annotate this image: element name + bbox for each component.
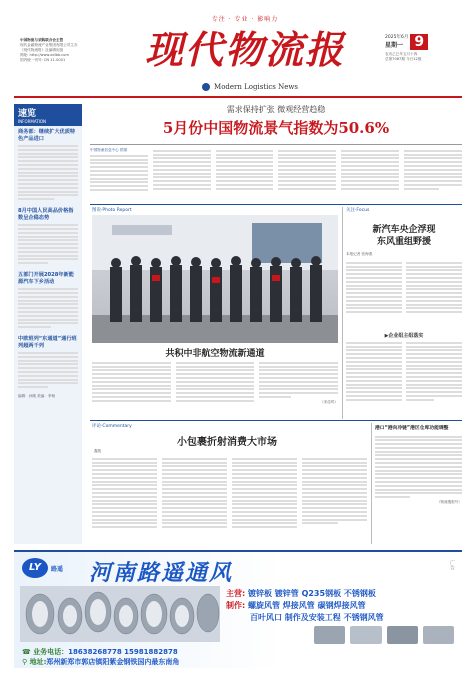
ad-service-line: 主营: 镀锌板 镀锌管 Q235钢板 不锈钢板	[226, 589, 376, 598]
focus-body	[346, 260, 462, 330]
photo-section-label: 图说·Photo Report	[92, 208, 132, 213]
ad-address-line: ⚲ 地址:郑州新郑市郭店镇阳紫金钢铁国内最东南角	[22, 658, 180, 666]
sidebar-item-title: 五部门开展2028年新能源汽车下乡活动	[18, 272, 74, 285]
issue-lunar: 农历乙巳年五月十四	[385, 52, 418, 56]
side-brief-tag: （物流搜报号）	[436, 500, 462, 505]
ad-logo-mark: LY	[22, 558, 48, 578]
sidebar-item-body	[18, 288, 78, 328]
lead-column	[90, 148, 148, 200]
ad-product-image	[20, 586, 220, 642]
column-divider	[371, 423, 372, 544]
issue-number: 总第7067期 今日12版	[385, 57, 422, 61]
phone-icon: ☎	[22, 648, 31, 656]
section-rule	[90, 204, 462, 205]
lead-byline: 中国物流信息中心 供图	[90, 148, 128, 152]
sidebar-item-body	[18, 224, 78, 264]
commentary-byline: 鑫陵	[94, 449, 102, 453]
photo-illustration	[92, 215, 338, 343]
ad-service-line: 百叶风口 制作及安装工程 不锈钢风管	[250, 613, 384, 622]
issue-month: 2025年6月	[385, 35, 409, 40]
masthead-title: 现代物流报	[144, 27, 345, 72]
masthead-subtitle-row	[185, 82, 315, 92]
ad-pipes-illustration	[20, 586, 220, 642]
sidebar	[14, 104, 82, 544]
ad-service-line: 制作: 螺旋风管 焊接风管 碳钢焊接风管	[226, 601, 366, 610]
masthead-subtitle: Modern Logistics News	[214, 83, 298, 91]
publisher-line: 《现代物流报》社编辑出版	[20, 48, 64, 52]
side-brief-title[interactable]: 港口“港向冷链”港区仓库功能调整	[375, 426, 449, 431]
photo-image	[92, 215, 338, 343]
lead-rule	[90, 144, 462, 145]
sidebar-items	[14, 126, 82, 402]
publisher-line: 中国物流与采购联合会主管	[20, 38, 64, 42]
lead-kicker: 需求保持扩张 微观经营趋稳	[226, 105, 326, 114]
focus-headline-line: 东风重组野援	[376, 237, 431, 247]
advertisement[interactable]	[14, 550, 462, 668]
column-divider	[342, 207, 343, 419]
sidebar-item-title: 商务部：继续扩大优质特色产品进口	[18, 129, 76, 142]
sidebar-item-title: 中欧班列“东通道”通行班列超两千列	[18, 336, 77, 349]
sidebar-item[interactable]	[18, 336, 78, 388]
issue-date-block	[385, 34, 463, 62]
sidebar-item[interactable]	[18, 129, 78, 200]
publisher-url[interactable]: 网址: http://www.xdlbb.com	[20, 53, 69, 57]
ad-logo-sub: 路遥	[51, 565, 64, 573]
commentary-section-label: 评论·Commentary	[92, 424, 132, 429]
photo-caption-body	[92, 360, 338, 416]
publisher-issn: 国内统一刊号: CN 11-0051	[20, 58, 66, 62]
lead-column	[153, 148, 211, 200]
ad-services	[226, 588, 446, 624]
masthead-rule	[14, 96, 462, 98]
ad-contact	[22, 647, 442, 667]
focus-subhead: ▶企业组主组落实	[384, 333, 424, 339]
ad-badge: 广告	[449, 560, 455, 570]
lead-body	[90, 148, 462, 200]
side-brief	[375, 426, 462, 505]
sidebar-item[interactable]	[18, 272, 78, 328]
photo-tag: （宋佳鸣）	[320, 399, 339, 404]
issue-weekday: 星期一	[385, 42, 404, 49]
sidebar-header-title: 速览	[18, 109, 37, 119]
focus-byline: 本报记者 张海燕	[346, 252, 373, 256]
lead-column	[404, 148, 462, 200]
sidebar-item-body	[18, 145, 78, 200]
photo-caption-title[interactable]: 共积中非航空物流新通道	[165, 349, 265, 359]
commentary-headline[interactable]: 小包裹折射消费大市场	[177, 437, 277, 448]
sidebar-header-en: INFORMATION	[18, 119, 47, 124]
lead-headline[interactable]: 5月份中国物流景气指数为50.6%	[162, 119, 390, 137]
ad-phone-line[interactable]: ☎ 业务电话：18638268778 15981882878	[22, 648, 178, 656]
section-rule	[90, 420, 462, 421]
sidebar-header	[14, 104, 82, 126]
sidebar-item[interactable]	[18, 208, 78, 264]
commentary-body	[92, 456, 367, 544]
location-icon: ⚲	[22, 658, 28, 666]
focus-body-2	[346, 340, 462, 418]
ad-company: 河南路遥通风	[89, 560, 234, 586]
focus-section-label: 关注·Focus	[346, 208, 370, 213]
focus-headline-line: 新汽车央企浮现	[372, 225, 436, 235]
ad-logo	[22, 558, 63, 578]
lead-column	[278, 148, 336, 200]
sidebar-item-body	[18, 352, 78, 388]
ad-product-thumbs	[314, 626, 454, 644]
lead-column	[216, 148, 274, 200]
masthead-slogan: 专注 · 专业 · 影响力	[211, 16, 279, 23]
sidebar-footer: 编辑：孙刚 美编：李杨	[18, 394, 56, 399]
publisher-block	[20, 38, 120, 63]
publisher-line: 现代金融物流产业集团有限公司主办	[20, 43, 78, 47]
issue-day: 9	[410, 34, 428, 50]
sidebar-item-title: 8月中国人民高品价格指数呈企稳态势	[18, 208, 74, 221]
focus-headline[interactable]	[346, 224, 462, 248]
globe-icon	[202, 83, 210, 91]
lead-column	[341, 148, 399, 200]
